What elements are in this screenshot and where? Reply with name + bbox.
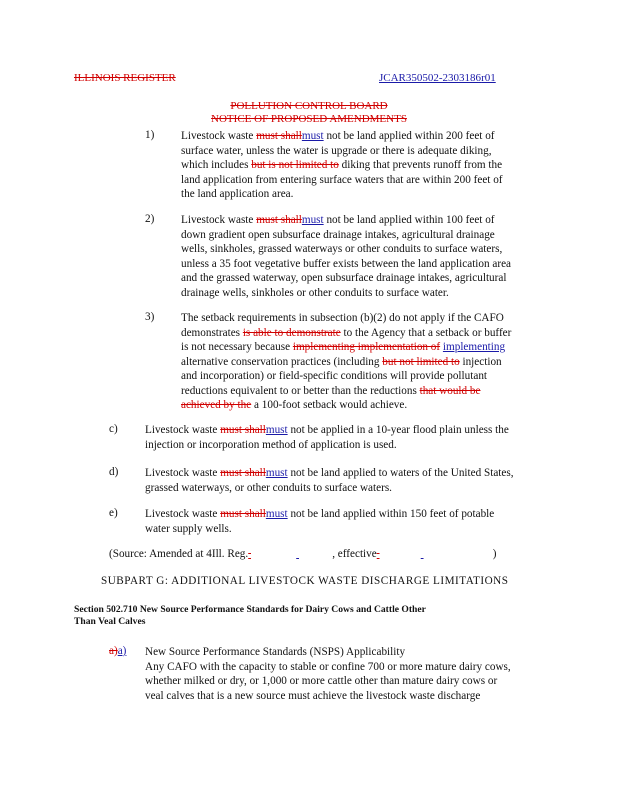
item-c-number: c) — [109, 423, 118, 435]
register-title: ILLINOIS REGISTER — [74, 72, 176, 84]
item-e-number: e) — [109, 507, 118, 519]
item-c-text: Livestock waste must shallmust not be applied in a 10-year flood plain unless the injection or incorporation method of application is used. — [145, 424, 509, 451]
item-2-text: Livestock waste must shallmust not be land applied within 100 feet of down gradient open subsurface drainage intakes, agricultural drainage wells, sinkholes, grassed waterways or other conduits to surface waters, unless a 35 foot vegetative buffer exists between the land application area and the grassed waterway, open subsurface drainage intakes, agricultural drainage wells, sinkholes or other conduits to surface water. — [181, 214, 512, 299]
item-1-text: Livestock waste must shallmust not be land applied within 200 feet of surface water, unless the water is upgrade or there is adequate diking, which includes but is not limited to diking that prevents runoff from the land application from entering surface waters that are within 200 feet of the land application area. — [181, 130, 503, 200]
item-3-number: 3) — [145, 311, 155, 323]
jcar-code: JCAR350502-2303186r01 — [379, 72, 496, 84]
item-1-number: 1) — [145, 129, 155, 141]
notice-title: NOTICE OF PROPOSED AMENDMENTS — [211, 113, 407, 125]
item-3-text: The setback requirements in subsection (b)(2) do not apply if the CAFO demonstrates is able to demonstrate to the Agency that a setback or buffer is not necessary because implementing implementation of implementing alternative conservation practices (including but not limited to injection and incorporation) or field-specific conditions will provide pollutant reductions equivalent to or better than the reductions that would be achieved by the a 100-foot setback would achieve. — [181, 312, 512, 411]
item-d-number: d) — [109, 466, 119, 478]
item-e-text: Livestock waste must shallmust not be land applied within 150 feet of potable water supply wells. — [145, 508, 495, 535]
item-a-number: a)a) — [109, 645, 127, 657]
section-heading: Section 502.710 New Source Performance Standards for Dairy Cows and Cattle Other Than Veal Calves — [74, 604, 426, 627]
board-title: POLLUTION CONTROL BOARD — [230, 100, 388, 112]
item-a-text: New Source Performance Standards (NSPS) Applicability Any CAFO with the capacity to stable or confine 700 or more mature dairy cows, whether milked or dry, or 1,000 or more cattle other than mature dairy cows or veal calves that is a new source must achieve the livestock waste discharge — [145, 646, 511, 702]
source-note: (Source: Amended at 4Ill. Reg. , effective ) — [109, 548, 497, 560]
item-d-text: Livestock waste must shallmust not be land applied to waters of the United States, grassed waterways, or other conduits to surface waters. — [145, 467, 514, 494]
item-2-number: 2) — [145, 213, 155, 225]
subpart-heading: SUBPART G: ADDITIONAL LIVESTOCK WASTE DISCHARGE LIMITATIONS — [101, 575, 509, 587]
